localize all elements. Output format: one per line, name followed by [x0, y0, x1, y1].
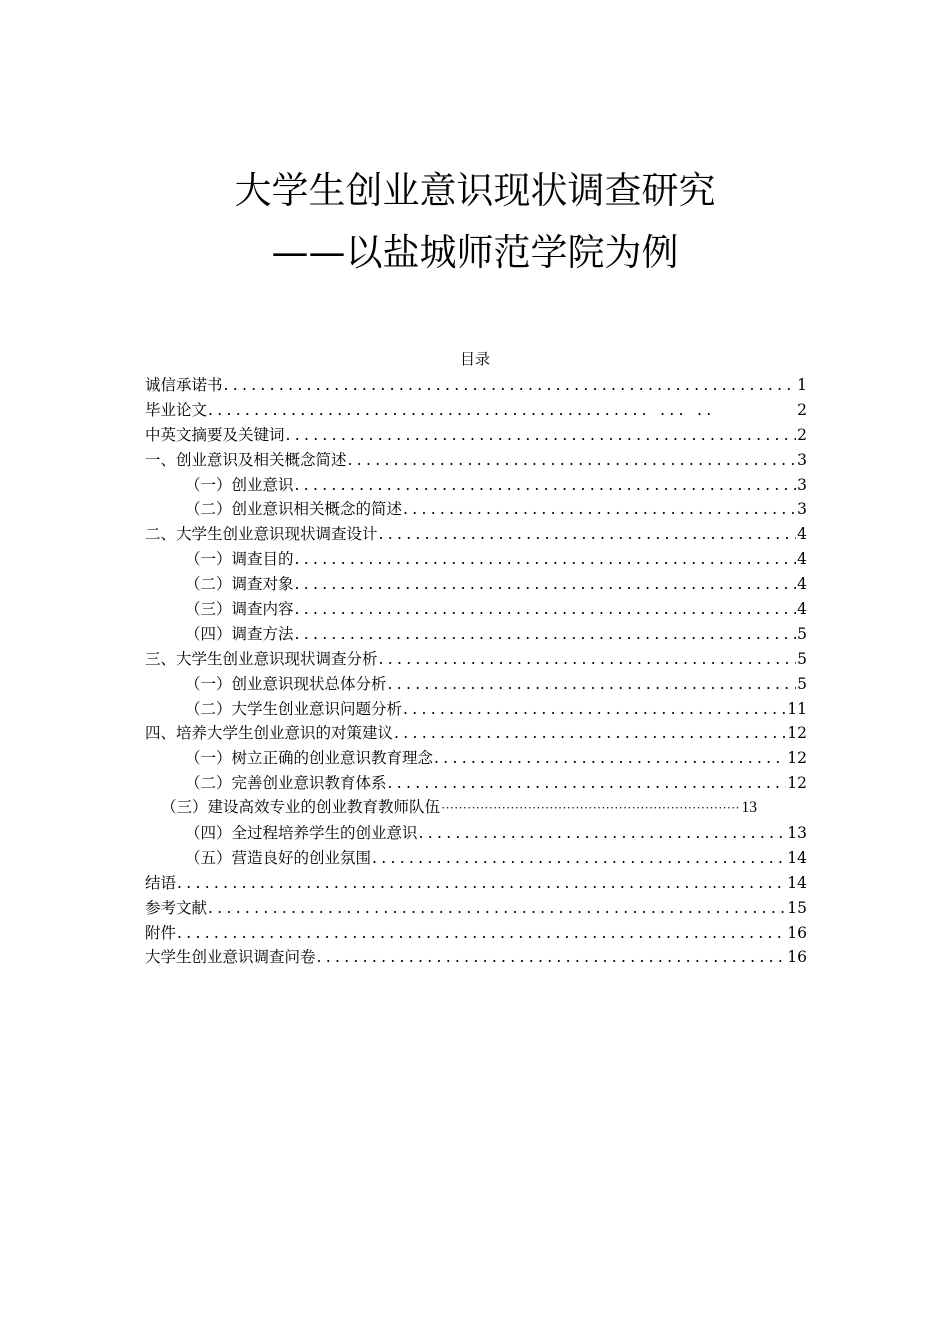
toc-entry-page: 11 [787, 699, 807, 718]
table-of-contents [145, 373, 807, 970]
toc-entry-label: （二）大学生创业意识问题分析 [185, 699, 403, 718]
toc-dot-leader [295, 473, 797, 498]
toc-entry-section-1-2[interactable] [145, 497, 807, 522]
toc-entry-label: 大学生创业意识调查问卷 [145, 948, 316, 967]
toc-entry-section-4[interactable] [145, 721, 807, 746]
toc-entry-section-2-3[interactable] [145, 597, 807, 622]
toc-entry-section-2-1[interactable] [145, 547, 807, 572]
toc-entry-page: 5 [797, 624, 807, 643]
toc-entry-appendix[interactable] [145, 921, 807, 946]
toc-entry-label: （二）创业意识相关概念的简述 [185, 500, 403, 519]
toc-entry-label: 参考文献 [145, 898, 208, 917]
toc-entry-section-3[interactable] [145, 647, 807, 672]
toc-entry-label: 四、培养大学生创业意识的对策建议 [145, 724, 394, 743]
toc-entry-page: 12 [787, 749, 807, 768]
toc-entry-label: 附件 [145, 923, 177, 942]
toc-entry-label: 三、大学生创业意识现状调查分析 [145, 649, 378, 668]
toc-entry-section-4-5[interactable] [145, 846, 807, 871]
toc-dot-leader [403, 697, 786, 722]
toc-dot-leader [379, 522, 797, 547]
toc-entry-page: 4 [797, 575, 807, 594]
toc-entry-label: 诚信承诺书 [145, 376, 223, 394]
toc-entry-references[interactable] [145, 896, 807, 921]
toc-entry-label: （一）创业意识 [185, 475, 294, 494]
toc-dot-leader [317, 945, 787, 970]
toc-dot-leader [388, 771, 787, 796]
toc-entry-label: （二）调查对象 [185, 575, 294, 594]
toc-entry-label: 中英文摘要及关键词 [145, 425, 285, 444]
toc-dot-leader [295, 547, 797, 572]
toc-entry-section-2-2[interactable] [145, 572, 807, 597]
toc-entry-section-3-1[interactable] [145, 672, 807, 697]
toc-entry-page: 16 [787, 948, 807, 967]
toc-entry-section-2-4[interactable] [145, 622, 807, 647]
toc-entry-label: （三）调查内容 [185, 600, 294, 619]
toc-entry-conclusion[interactable] [145, 871, 807, 896]
toc-dot-leader [419, 821, 787, 846]
toc-entry-label: （五）营造良好的创业氛围 [185, 848, 372, 867]
toc-dot-leader [295, 622, 797, 647]
toc-dot-leader [372, 846, 786, 871]
toc-entry-page: 12 [787, 774, 807, 793]
toc-entry-label: 结语 [145, 873, 177, 892]
toc-heading: 目录 [459, 350, 490, 368]
toc-entry-label: （三）建设高效专业的创业教育教师队伍 [161, 799, 441, 817]
toc-entry-page: 14 [787, 873, 807, 892]
toc-entry-section-4-4[interactable] [145, 821, 807, 846]
toc-entry-label: （二）完善创业意识教育体系 [185, 774, 387, 793]
toc-entry-page: 3 [797, 500, 807, 519]
title-main: 大学生创业意识现状调查研究 [234, 169, 716, 212]
toc-entry-label: （一）调查目的 [185, 550, 294, 569]
toc-dot-leader [394, 721, 786, 746]
toc-dot-leader [295, 572, 797, 597]
toc-entry-page: 3 [797, 450, 807, 469]
toc-entry-label: 二、大学生创业意识现状调查设计 [145, 525, 378, 544]
toc-entry-label: （四）调查方法 [185, 624, 294, 643]
toc-dot-leader [208, 896, 786, 921]
document-title [0, 160, 950, 284]
toc-entry-section-1[interactable] [145, 448, 807, 473]
toc-dot-leader [403, 497, 796, 522]
title-subtitle: ——以盐城师范学院为例 [271, 231, 679, 274]
toc-entry-label: （一）树立正确的创业意识教育理念 [185, 749, 434, 768]
toc-entry-label: 毕业论文 [145, 400, 208, 419]
toc-dot-leader [295, 597, 797, 622]
toc-entry-page: 2 [797, 400, 807, 419]
toc-entry-honesty-pledge[interactable] [145, 373, 807, 398]
toc-entry-page: 3 [797, 475, 807, 494]
toc-entry-section-3-2[interactable] [145, 697, 807, 722]
toc-entry-page: 2 [797, 425, 807, 444]
toc-entry-page: 13 [741, 799, 757, 817]
toc-entry-questionnaire[interactable] [145, 945, 807, 970]
toc-entry-page: 12 [787, 724, 807, 743]
toc-dot-leader [348, 448, 797, 473]
toc-entry-section-4-2[interactable] [145, 771, 807, 796]
toc-dot-leader [286, 423, 797, 448]
toc-entry-page: 4 [797, 550, 807, 569]
toc-dot-leader [224, 373, 797, 398]
toc-entry-label: （四）全过程培养学生的创业意识 [185, 824, 418, 843]
toc-entry-page: 13 [787, 824, 807, 843]
toc-entry-page: 16 [787, 923, 807, 942]
toc-dot-leader [434, 746, 786, 771]
toc-dot-leader [441, 796, 740, 821]
toc-entry-section-2[interactable] [145, 522, 807, 547]
toc-entry-thesis[interactable] [145, 398, 807, 423]
toc-entry-section-4-1[interactable] [145, 746, 807, 771]
toc-entry-page: 5 [797, 649, 807, 668]
toc-entry-page: 5 [797, 674, 807, 693]
toc-entry-page: 14 [787, 848, 807, 867]
toc-entry-page: 1 [797, 376, 807, 394]
toc-entry-label: （一）创业意识现状总体分析 [185, 674, 387, 693]
toc-entry-abstract[interactable] [145, 423, 807, 448]
toc-dot-leader [379, 647, 797, 672]
toc-dot-leader [208, 398, 796, 423]
toc-entry-page: 4 [797, 525, 807, 544]
toc-entry-section-1-1[interactable] [145, 473, 807, 498]
toc-entry-page: 4 [797, 600, 807, 619]
toc-dot-leader [177, 921, 786, 946]
toc-dot-leader [177, 871, 786, 896]
toc-dot-leader [388, 672, 797, 697]
toc-entry-section-4-3[interactable] [145, 796, 757, 821]
toc-entry-page: 15 [787, 898, 807, 917]
toc-entry-label: 一、创业意识及相关概念简述 [145, 450, 347, 469]
